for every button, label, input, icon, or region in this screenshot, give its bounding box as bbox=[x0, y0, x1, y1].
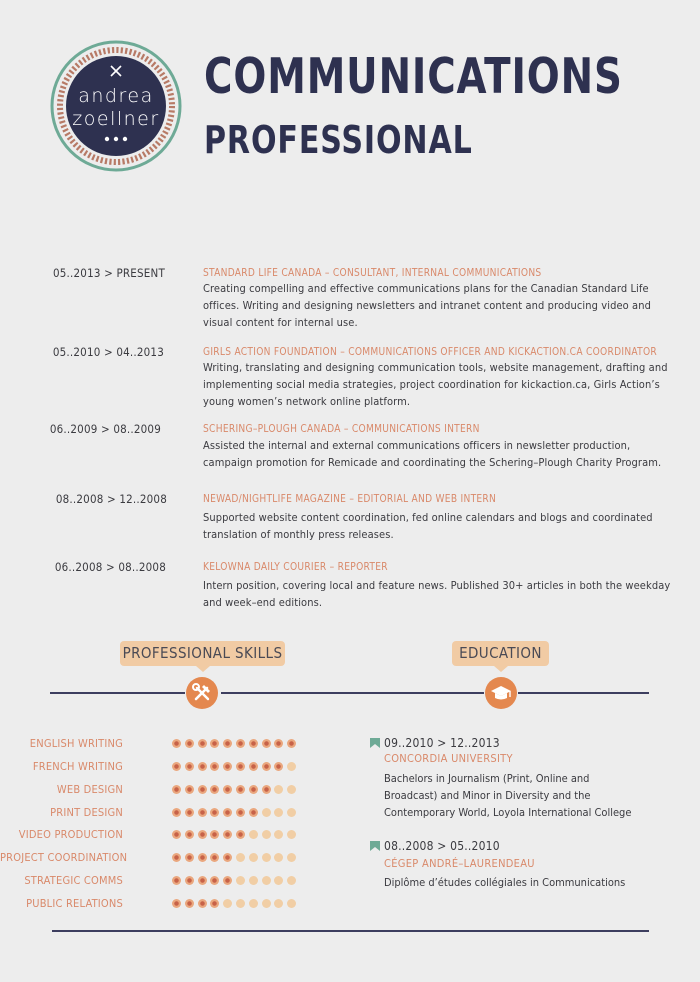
skill-dot-filled bbox=[198, 762, 207, 771]
close-icon bbox=[109, 64, 123, 78]
divider-line bbox=[221, 692, 484, 694]
skill-dot-filled bbox=[210, 739, 219, 748]
skill-dot-empty bbox=[262, 808, 271, 817]
skill-dot-filled bbox=[185, 739, 194, 748]
divider-line bbox=[50, 692, 185, 694]
skill-dot-filled bbox=[198, 785, 207, 794]
skill-dot-filled bbox=[185, 899, 194, 908]
skill-dot-filled bbox=[236, 739, 245, 748]
skill-dot-empty bbox=[249, 853, 258, 862]
skill-dot-filled bbox=[249, 808, 258, 817]
skill-dot-filled bbox=[210, 899, 219, 908]
skill-dot-filled bbox=[236, 762, 245, 771]
skill-dot-filled bbox=[172, 876, 181, 885]
hammer-wrench-icon bbox=[186, 677, 218, 709]
skill-dot-filled bbox=[249, 739, 258, 748]
skill-dot-filled bbox=[274, 739, 283, 748]
skill-dot-filled bbox=[249, 785, 258, 794]
experience-date: 08..2008 > 12..2008 bbox=[55, 492, 167, 506]
skill-dot-empty bbox=[236, 853, 245, 862]
skill-dot-empty bbox=[274, 808, 283, 817]
skill-dot-filled bbox=[223, 785, 232, 794]
skill-dot-filled bbox=[185, 853, 194, 862]
skill-dot-filled bbox=[172, 739, 181, 748]
skill-dot-empty bbox=[287, 762, 296, 771]
skill-label: ENGLISH WRITING bbox=[29, 737, 123, 750]
skill-dot-filled bbox=[223, 739, 232, 748]
skill-dot-filled bbox=[223, 853, 232, 862]
skill-rating bbox=[172, 785, 302, 795]
skill-rating bbox=[172, 830, 302, 840]
experience-role: NEWAD/NIGHTLIFE MAGAZINE – EDITORIAL AND WEB INTERN bbox=[203, 492, 497, 505]
skill-dot-filled bbox=[198, 853, 207, 862]
skill-dot-filled bbox=[236, 830, 245, 839]
skill-dot-empty bbox=[249, 876, 258, 885]
skill-dot-empty bbox=[236, 876, 245, 885]
skill-label: PRINT DESIGN bbox=[50, 806, 123, 819]
education-school: CONCORDIA UNIVERSITY bbox=[384, 752, 513, 765]
skill-dot-empty bbox=[249, 830, 258, 839]
experience-date: 05..2010 > 04..2013 bbox=[52, 345, 164, 359]
skill-dot-empty bbox=[262, 853, 271, 862]
education-date: 08..2008 > 05..2010 bbox=[384, 839, 500, 853]
skill-dot-filled bbox=[210, 762, 219, 771]
skill-label: WEB DESIGN bbox=[56, 783, 123, 796]
skill-dot-filled bbox=[198, 876, 207, 885]
skill-dot-filled bbox=[236, 808, 245, 817]
skill-dot-empty bbox=[274, 785, 283, 794]
skill-dot-empty bbox=[274, 876, 283, 885]
skill-dot-filled bbox=[274, 762, 283, 771]
ellipsis-icon bbox=[102, 136, 130, 142]
skill-rating bbox=[172, 853, 302, 863]
education-school: CÉGEP ANDRÉ–LAURENDEAU bbox=[384, 857, 535, 870]
experience-description: Creating compelling and effective communications plans for the Canadian Standard Life offices. Writing and designing newsletters and intranet content and producing video and visual content for internal use. bbox=[203, 282, 651, 329]
graduation-cap-icon bbox=[485, 677, 517, 709]
experience-date: 06..2009 > 08..2009 bbox=[49, 422, 161, 436]
skill-dot-empty bbox=[274, 899, 283, 908]
experience-date: 05..2013 > PRESENT bbox=[52, 266, 165, 280]
skill-dot-empty bbox=[274, 830, 283, 839]
skill-dot-filled bbox=[198, 739, 207, 748]
skill-dot-filled bbox=[210, 853, 219, 862]
skill-dot-filled bbox=[185, 785, 194, 794]
education-icon-circle bbox=[485, 677, 517, 709]
skill-dot-empty bbox=[262, 899, 271, 908]
skill-dot-filled bbox=[210, 808, 219, 817]
skill-dot-filled bbox=[198, 808, 207, 817]
skill-dot-filled bbox=[172, 853, 181, 862]
skill-dot-filled bbox=[198, 830, 207, 839]
title-line-1: COMMUNICATIONS bbox=[204, 48, 623, 105]
skill-dot-filled bbox=[172, 899, 181, 908]
skill-dot-empty bbox=[287, 830, 296, 839]
experience-role: KELOWNA DAILY COURIER – REPORTER bbox=[203, 560, 388, 573]
experience-description: Supported website content coordination, fed online calendars and blogs and coordinated translation of monthly press releases. bbox=[203, 511, 653, 541]
first-name: andrea bbox=[78, 85, 154, 107]
skill-dot-filled bbox=[223, 830, 232, 839]
name-badge bbox=[50, 40, 182, 172]
skill-dot-filled bbox=[236, 785, 245, 794]
skill-dot-filled bbox=[172, 762, 181, 771]
skill-dot-filled bbox=[172, 808, 181, 817]
skills-heading: PROFESSIONAL SKILLS bbox=[120, 641, 285, 666]
experience-role: GIRLS ACTION FOUNDATION – COMMUNICATIONS OFFICER AND KICKACTION.CA COORDINATOR bbox=[203, 345, 658, 358]
skill-dot-filled bbox=[223, 762, 232, 771]
skill-dot-empty bbox=[287, 876, 296, 885]
bookmark-flag-icon bbox=[370, 841, 380, 851]
skill-dot-empty bbox=[262, 876, 271, 885]
experience-description: Assisted the internal and external communications officers in newsletter production, campaign promotion for Remicade and coordinating the Schering–Plough Charity Program. bbox=[203, 439, 662, 469]
skill-dot-empty bbox=[287, 785, 296, 794]
experience-date: 06..2008 > 08..2008 bbox=[54, 560, 166, 574]
skill-dot-filled bbox=[210, 876, 219, 885]
skill-dot-filled bbox=[172, 830, 181, 839]
skill-dot-filled bbox=[262, 785, 271, 794]
skill-dot-filled bbox=[249, 762, 258, 771]
skill-dot-filled bbox=[210, 785, 219, 794]
education-date: 09..2010 > 12..2013 bbox=[384, 736, 500, 750]
education-description: Diplôme d’études collégiales in Communications bbox=[384, 876, 626, 889]
title-line-2: PROFESSIONAL bbox=[204, 118, 473, 162]
skill-dot-empty bbox=[287, 899, 296, 908]
skill-rating bbox=[172, 876, 302, 886]
bookmark-flag-icon bbox=[370, 738, 380, 748]
skill-label: STRATEGIC COMMS bbox=[24, 874, 123, 887]
education-heading: EDUCATION bbox=[452, 641, 549, 666]
last-name: zoellner bbox=[72, 108, 160, 130]
skill-dot-filled bbox=[185, 876, 194, 885]
education-description: Bachelors in Journalism (Print, Online and Broadcast) and Minor in Diversity and the Contemporary World, Loyola International College bbox=[384, 772, 632, 819]
skill-rating bbox=[172, 808, 302, 818]
skills-icon-circle bbox=[186, 677, 218, 709]
skill-label: PROJECT COORDINATION bbox=[0, 851, 128, 864]
skill-dot-filled bbox=[198, 899, 207, 908]
experience-role: SCHERING–PLOUGH CANADA – COMMUNICATIONS INTERN bbox=[203, 422, 480, 435]
skill-dot-empty bbox=[236, 899, 245, 908]
divider-line bbox=[518, 692, 649, 694]
skill-dot-empty bbox=[274, 853, 283, 862]
experience-description: Writing, translating and designing communication tools, website management, drafting and implementing social media strategies, project coordination for kickaction.ca, Girls Action’s young women’s network online platform. bbox=[203, 361, 668, 408]
skill-rating bbox=[172, 739, 302, 749]
experience-description: Intern position, covering local and feature news. Published 30+ articles in both the weekday and week–end editions. bbox=[203, 579, 671, 609]
skill-rating bbox=[172, 762, 302, 772]
skill-label: VIDEO PRODUCTION bbox=[18, 828, 123, 841]
skill-label: PUBLIC RELATIONS bbox=[26, 897, 123, 910]
skill-dot-filled bbox=[223, 876, 232, 885]
skill-dot-filled bbox=[210, 830, 219, 839]
skill-dot-empty bbox=[223, 899, 232, 908]
skill-dot-filled bbox=[185, 762, 194, 771]
skill-dot-empty bbox=[249, 899, 258, 908]
skill-dot-filled bbox=[185, 830, 194, 839]
skill-label: FRENCH WRITING bbox=[32, 760, 123, 773]
skill-dot-empty bbox=[262, 830, 271, 839]
skill-dot-empty bbox=[287, 808, 296, 817]
skill-dot-filled bbox=[287, 739, 296, 748]
skill-dot-filled bbox=[185, 808, 194, 817]
skill-dot-filled bbox=[262, 762, 271, 771]
skill-dot-filled bbox=[223, 808, 232, 817]
experience-role: STANDARD LIFE CANADA – CONSULTANT, INTERNAL COMMUNICATIONS bbox=[203, 266, 542, 279]
skill-rating bbox=[172, 899, 302, 909]
skill-dot-filled bbox=[262, 739, 271, 748]
bottom-rule bbox=[52, 930, 649, 932]
skill-dot-filled bbox=[172, 785, 181, 794]
skill-dot-empty bbox=[287, 853, 296, 862]
